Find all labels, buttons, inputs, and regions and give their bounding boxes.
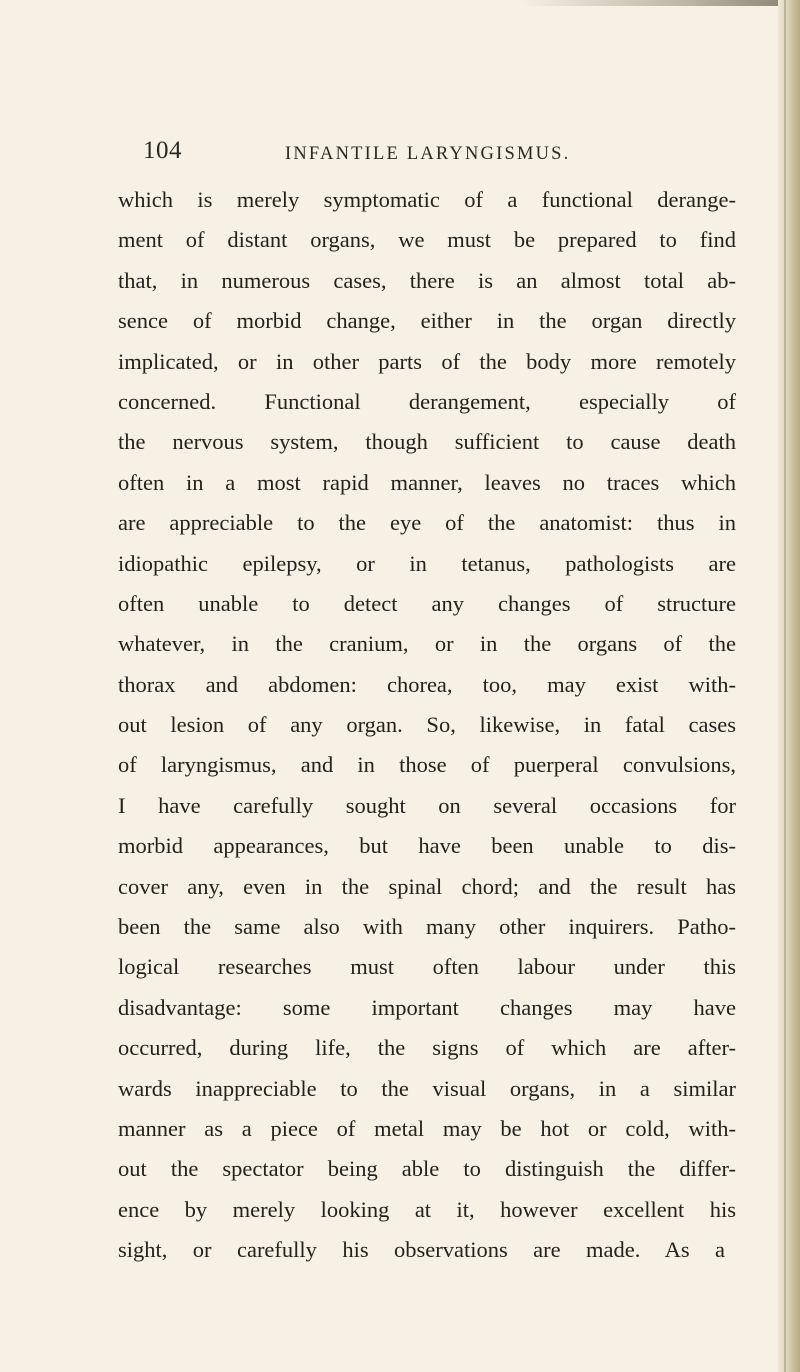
text-line: ment of distant organs, we must be prepared to find [118,227,736,253]
text-line: often unable to detect any changes of structure [118,590,736,616]
text-line: implicated, or in other parts of the body more remotely [118,348,736,374]
text-line: logical researches must often labour under this [118,954,736,980]
page-edge-line [784,0,786,1372]
text-line: cover any, even in the spinal chord; and the result has [118,873,736,899]
text-line: that, in numerous cases, there is an almost total ab- [118,267,736,293]
text-line: thorax and abdomen: chorea, too, may exist with- [118,671,736,697]
text-line: sight, or carefully his observations are made. As a [118,1237,725,1263]
text-line: disadvantage: some important changes may have [118,994,736,1020]
text-line: ence by merely looking at it, however excellent his [118,1196,736,1222]
text-line: concerned. Functional derangement, especially of [118,388,736,414]
text-line: the nervous system, though sufficient to cause death [118,429,736,455]
body-text [118,180,736,1271]
text-line: are appreciable to the eye of the anatomist: thus in [118,510,736,536]
page-right-edge [778,0,800,1372]
text-line: often in a most rapid manner, leaves no traces which [118,469,736,495]
text-line: I have carefully sought on several occasions for [118,792,736,818]
text-line: out lesion of any organ. So, likewise, in fatal cases [118,712,736,738]
text-line: which is merely symptomatic of a functional derange- [118,187,736,212]
page-top-shadow [520,0,800,6]
text-line: of laryngismus, and in those of puerperal convulsions, [118,752,736,778]
text-line: morbid appearances, but have been unable to dis- [118,833,736,859]
text-line: manner as a piece of metal may be hot or cold, with- [118,1115,736,1141]
text-line: idiopathic epilepsy, or in tetanus, pathologists are [118,550,736,576]
page-number: 104 [143,137,182,164]
text-line: wards inappreciable to the visual organs, in a similar [118,1075,736,1101]
text-line: been the same also with many other inquirers. Patho- [118,914,736,940]
text-line: whatever, in the cranium, or in the organs of the [118,631,736,657]
text-line: out the spectator being able to distinguish the differ- [118,1156,736,1182]
running-title: INFANTILE LARYNGISMUS. [285,144,571,164]
text-line: occurred, during life, the signs of which are after- [118,1035,736,1061]
text-line: sence of morbid change, either in the organ directly [118,308,736,334]
